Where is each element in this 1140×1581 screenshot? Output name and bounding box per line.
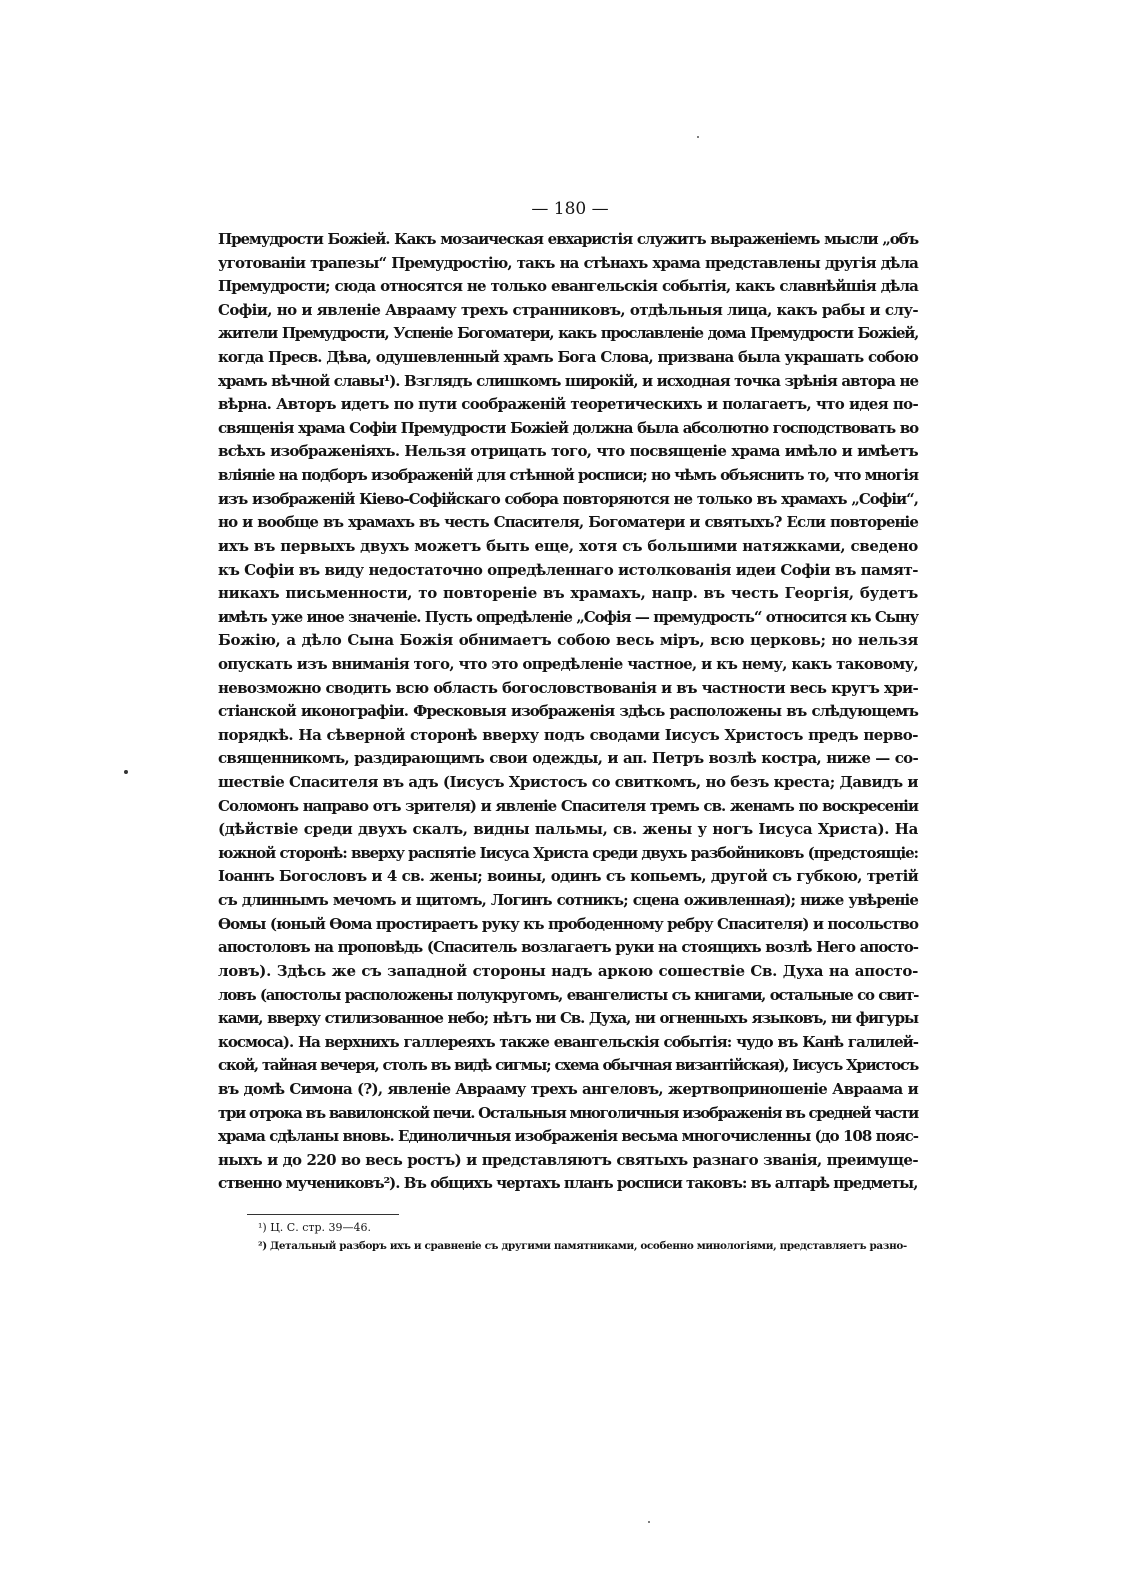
text-line: изъ изображенiй Кiево-Софiйскаго собора повторяются не только въ храмахъ „Софiи“, [218,489,918,508]
text-line: но и вообще въ храмахъ въ честь Спасителя, Богоматери и святыхъ? Если повторенiе [218,513,918,532]
text-line: священiя храма Софiи Премудрости Божiей должна была абсолютно господствовать во [218,418,918,437]
text-line: стiанской иконографiи. Фресковыя изображенiя здѣсь расположены въ слѣдующемъ [218,702,918,721]
text-line: въ домѣ Симона (?), явленiе Аврааму трехъ ангеловъ, жертвоприношенiе Авраама и [218,1079,918,1098]
text-line: жители Премудрости, Успенiе Богоматери, какъ прославленiе дома Премудрости Божiей, [218,324,918,343]
footnote-2: ²) Детальный разборъ ихъ и сравненiе съ другими памятниками, особенно минологiями, представляетъ разно- [258,1240,907,1252]
text-line: ками, вверху стилизованное небо; нѣтъ ни Св. Духа, ни огненныхъ языковъ, ни фигуры [218,1009,918,1028]
text-line: ловъ (апостолы расположены полукругомъ, евангелисты съ книгами, остальные со свит- [218,985,918,1004]
text-line: ныхъ и до 220 во весь ростъ) и представляютъ святыхъ разнаго званiя, преимуще- [218,1150,918,1169]
text-line: храма сдѣланы вновь. Единоличныя изображенiя весьма многочисленны (до 108 пояс- [218,1127,918,1146]
text-line: (дѣйствiе среди двухъ скалъ, видны пальмы, св. жены у ногъ Iисуса Христа). На [218,820,918,839]
text-line: никахъ письменности, то повторенiе въ храмахъ, напр. въ честь Георгiя, будетъ [218,584,918,603]
text-line: апостоловъ на проповѣдь (Спаситель возлагаетъ руки на стоящихъ возлѣ Него апосто- [218,938,918,957]
text-line: южной сторонѣ: вверху распятiе Iисуса Христа среди двухъ разбойниковъ (предстоящiе: [218,843,918,862]
text-line: три отрока въ вавилонской печи. Остальныя многоличныя изображенiя въ средней части [218,1103,918,1122]
text-line: Премудрости; сюда относятся не только евангельскiя событiя, какъ славнѣйшiя дѣла [218,277,918,296]
text-line: Премудрости Божiей. Какъ мозаическая евхаристiя служитъ выраженiемъ мысли „объ [218,230,918,248]
text-line: порядкѣ. На сѣверной сторонѣ вверху подъ сводами Iисусъ Христосъ предъ перво- [218,725,918,744]
speck [697,136,699,138]
speck [648,1521,650,1523]
page-number: — 180 — [531,199,609,219]
text-line: ской, тайная вечеря, столъ въ видѣ сигмы; схема обычная византiйская), Iисусъ Христосъ [218,1056,918,1075]
text-line: всѣхъ изображенiяхъ. Нельзя отрицать того, что посвященiе храма имѣло и имѣетъ [218,442,918,461]
text-line: ственно мучениковъ²). Въ общихъ чертахъ планъ росписи таковъ: въ алтарѣ предметы, [218,1174,918,1193]
text-line: Соломонъ направо отъ зрителя) и явленiе Спасителя тремъ св. женамъ по воскресенiи [218,796,918,815]
text-line: вѣрна. Авторъ идетъ по пути соображенiй теоретическихъ и полагаетъ, что идея по- [218,395,918,414]
text-line: космоса). На верхнихъ галлереяхъ также евангельскiя событiя: чудо въ Канѣ галилей- [218,1032,918,1051]
text-line: Iоаннъ Богословъ и 4 св. жены; воины, одинъ съ копьемъ, другой съ губкою, третiй [218,867,918,886]
text-line: ловъ). Здѣсь же съ западной стороны надъ аркою сошествiе Св. Духа на апосто- [218,961,918,980]
body-text [218,228,918,1196]
footnote-rule [247,1214,399,1215]
text-line: влiянiе на подборъ изображенiй для стѣнной росписи; но чѣмъ объяснить то, что многiя [218,466,918,485]
text-line: ихъ въ первыхъ двухъ можетъ быть еще, хотя съ большими натяжками, сведено [218,536,918,555]
text-line: невозможно сводить всю область богословствованiя и въ частности весь кругъ хри- [218,678,918,697]
footnotes [258,1218,918,1256]
text-line: Божiю, а дѣло Сына Божiя обнимаетъ собою весь мiръ, всю церковь; но нельзя [218,631,918,650]
text-line: священникомъ, раздирающимъ свои одежды, и ап. Петръ возлѣ костра, ниже — со- [218,749,918,768]
text-line: уготованiи трапезы“ Премудростiю, такъ на стѣнахъ храма представлены другiя дѣла [218,253,918,272]
text-line: опускать изъ вниманiя того, что это опредѣленiе частное, и къ нему, какъ таковому, [218,654,918,673]
text-line: Софiи, но и явленiе Аврааму трехъ странниковъ, отдѣльныя лица, какъ рабы и слу- [218,300,918,319]
text-line: къ Софiи въ виду недостаточно опредѣленнаго истолкованiя идеи Софiи въ памят- [218,560,918,579]
text-line: храмъ вѣчной славы¹). Взглядъ слишкомъ широкiй, и исходная точка зрѣнiя автора не [218,371,918,390]
text-line: Өомы (юный Өома простираетъ руку къ прободенному ребру Спасителя) и посольство [218,914,919,933]
speck [124,770,128,774]
text-line: когда Пресв. Дѣва, одушевленный храмъ Бога Слова, призвана была украшать собою [218,348,918,367]
text-line: имѣть уже иное значенiе. Пусть опредѣленiе „Софiя — премудрость“ относится къ Сыну [218,607,918,626]
footnote-1: ¹) Ц. С. стр. 39—46. [258,1221,371,1234]
text-line: шествiе Спасителя въ адъ (Iисусъ Христосъ со свиткомъ, но безъ креста; Давидъ и [218,773,918,792]
text-line: съ длиннымъ мечомъ и щитомъ, Логинъ сотникъ; сцена оживленная); ниже увѣренiе [218,891,918,910]
